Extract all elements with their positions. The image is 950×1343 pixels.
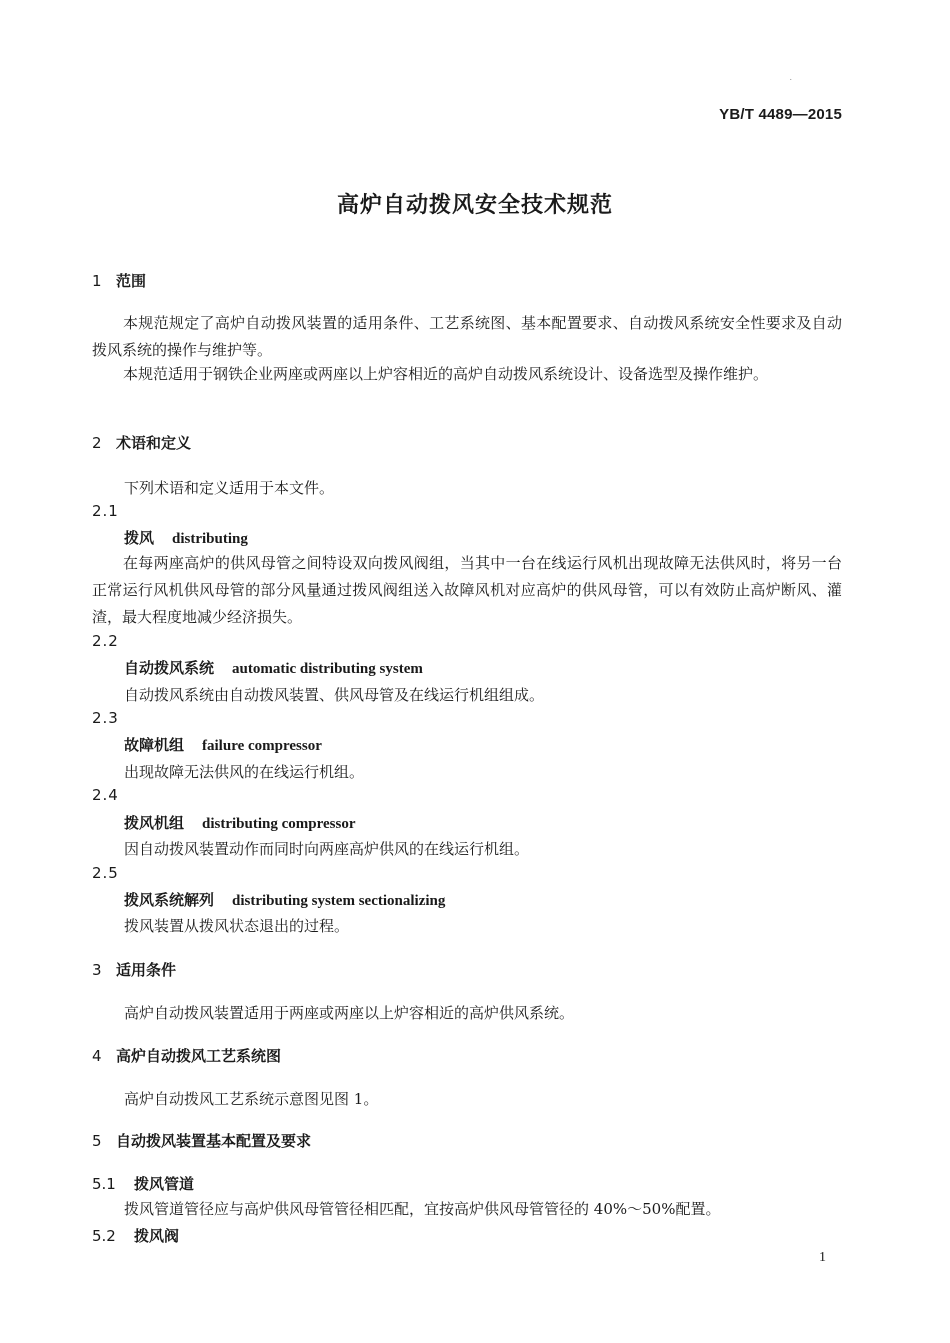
clause-number: 2.1	[92, 502, 119, 520]
section-title: 高炉自动拨风工艺系统图	[116, 1047, 282, 1065]
section-3-heading	[92, 959, 176, 980]
clause-number: 2.2	[92, 632, 119, 650]
subsection-5-2-heading	[92, 1225, 179, 1246]
document-title: 高炉自动拨风安全技术规范	[336, 193, 613, 218]
section-number: 1	[92, 272, 102, 290]
term-definition: 拨风装置从拨风状态退出的过程。	[124, 917, 350, 935]
subsection-number: 5.1	[92, 1175, 116, 1193]
term-definition: 出现故障无法供风的在线运行机组。	[124, 763, 365, 781]
section-1-paragraph-1: 本规范规定了高炉自动拨风装置的适用条件、工艺系统图、基本配置要求、自动拨风系统安全性要求及自动拨风系统的操作与维护等。	[92, 314, 842, 359]
term-chinese: 故障机组	[124, 736, 185, 754]
term-chinese: 自动拨风系统	[124, 659, 215, 677]
section-4-heading	[92, 1045, 281, 1066]
term-entry	[124, 889, 445, 910]
section-title: 范围	[116, 272, 147, 290]
term-definition: 在每两座高炉的供风母管之间特设双向拨风阀组，当其中一台在线运行风机出现故障无法供风时，将另一台正常运行风机供风母管的部分风量通过拨风阀组送入故障风机对应高炉的供风母管，可以有效防止高炉断风、灌渣，最大程度地减少经济损失。	[92, 554, 842, 626]
term-english: distributing system sectionalizing	[232, 893, 446, 909]
section-2-intro: 下列术语和定义适用于本文件。	[124, 479, 335, 497]
section-2-heading	[92, 432, 191, 453]
subsection-5-1-paragraph: 拨风管道管径应与高炉供风母管管径相匹配，宜按高炉供风母管管径的 40%～50%配置。	[124, 1200, 721, 1218]
section-title: 适用条件	[116, 961, 177, 979]
section-title: 术语和定义	[116, 434, 192, 452]
standard-code: YB/T 4489—2015	[719, 106, 842, 123]
section-number: 3	[92, 961, 102, 979]
term-definition: 自动拨风系统由自动拨风装置、供风母管及在线运行机组组成。	[124, 686, 545, 704]
subsection-title: 拨风阀	[134, 1227, 180, 1245]
subsection-5-1-heading	[92, 1173, 194, 1194]
clause-number: 2.3	[92, 709, 119, 727]
term-entry	[124, 657, 423, 678]
clause-number: 2.5	[92, 864, 119, 882]
term-english: failure compressor	[202, 738, 322, 754]
scan-mark: .	[789, 73, 792, 82]
term-english: distributing	[172, 531, 248, 547]
section-number: 4	[92, 1047, 102, 1065]
section-number: 5	[92, 1132, 102, 1150]
clause-number: 2.4	[92, 786, 119, 804]
subsection-number: 5.2	[92, 1227, 116, 1245]
subsection-title: 拨风管道	[134, 1175, 195, 1193]
term-chinese: 拨风	[124, 529, 155, 547]
section-1-paragraph-2: 本规范适用于钢铁企业两座或两座以上炉容相近的高炉自动拨风系统设计、设备选型及操作维护。	[123, 365, 769, 383]
term-entry	[124, 812, 356, 833]
term-entry	[124, 527, 248, 548]
term-english: distributing compressor	[202, 816, 356, 832]
term-chinese: 拨风系统解列	[124, 891, 215, 909]
section-number: 2	[92, 434, 102, 452]
section-title: 自动拨风装置基本配置及要求	[116, 1132, 312, 1150]
section-1-heading	[92, 270, 146, 291]
term-definition: 因自动拨风装置动作而同时向两座高炉供风的在线运行机组。	[124, 840, 530, 858]
section-3-paragraph: 高炉自动拨风装置适用于两座或两座以上炉容相近的高炉供风系统。	[124, 1004, 575, 1022]
term-english: automatic distributing system	[232, 661, 423, 677]
page-number: 1	[819, 1250, 826, 1265]
section-5-heading	[92, 1130, 311, 1151]
section-4-paragraph: 高炉自动拨风工艺系统示意图见图 1。	[124, 1090, 379, 1108]
term-chinese: 拨风机组	[124, 814, 185, 832]
term-entry	[124, 734, 322, 755]
